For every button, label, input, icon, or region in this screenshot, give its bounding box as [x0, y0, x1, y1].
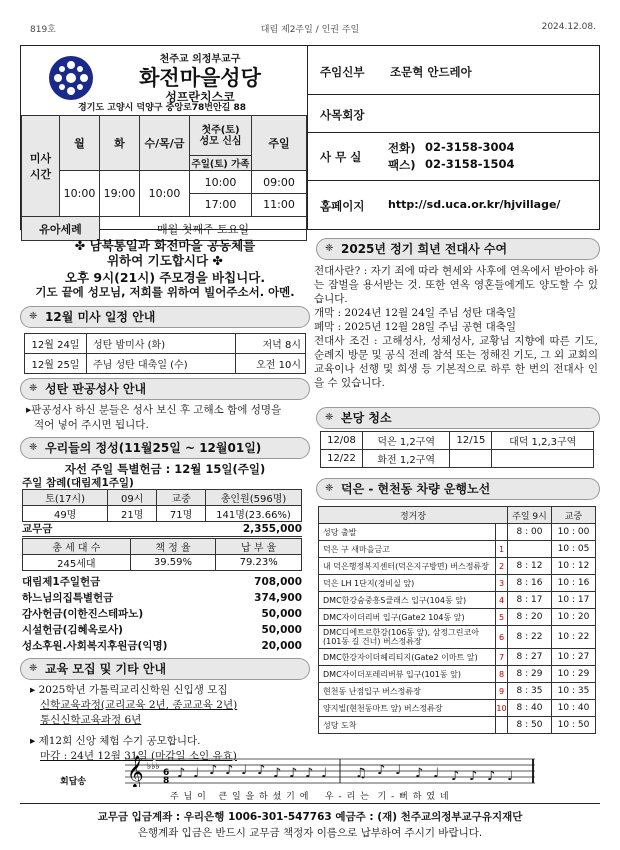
shuttle-time-9: 8 : 27 [508, 649, 552, 666]
shuttle-col-header: 주일 9시 [508, 507, 552, 524]
indulgence-header: ❈ 2025년 정기 희년 전대사 수여 [316, 238, 600, 260]
shuttle-stop: 현천동 난점입구 버스정류장 [319, 683, 496, 700]
shuttle-stop: DMC자이더리버 입구(Gate2 104동 앞) [319, 609, 496, 626]
council-label: 사목회장 [320, 108, 365, 122]
footer-account: 교무금 입금계좌 : 우리은행 1006-301-547763 예금주 : (재) 천주교의정부교구유지재단 [97, 811, 523, 823]
shuttle-stop: 양지빌(현천동마트 앞) 버스정류장 [319, 700, 496, 717]
svg-text:♪: ♪ [451, 769, 460, 784]
parish-address: 경기도 고양시 덕양구 중앙로78번안길 88 [78, 103, 246, 113]
stat-value: 39.59% [130, 555, 216, 571]
footer-note: 은행계좌 입금은 반드시 교무금 책정자 이름으로 납부하여 주시기 바랍니다. [137, 827, 483, 839]
dec-mass-name: 주님 성탄 대축일 (수) [87, 354, 236, 374]
shuttle-row [319, 666, 596, 683]
shuttle-time-main: 10 : 22 [552, 626, 596, 649]
shuttle-stop: 내 덕은행정복지센터(덕은지구방면) 버스정류장 [319, 558, 496, 575]
stat-value: 245세대 [23, 555, 131, 571]
december-mass-header: ❈ 12월 미사 일정 안내 [20, 306, 310, 328]
shuttle-col-header: 정거장 [319, 507, 508, 524]
shuttle-time-main: 10 : 16 [552, 575, 596, 592]
mass-wed-time: 10:00 [140, 171, 190, 217]
shuttle-time-9: 8 : 40 [508, 700, 552, 717]
svg-text:♪: ♪ [469, 769, 478, 784]
shuttle-stop: DMC한강숨중흥S클래스 입구(104동 앞) [319, 592, 496, 609]
shuttle-time-9: 8 : 29 [508, 666, 552, 683]
gyomu-value: 2,355,000 [242, 522, 302, 535]
shuttle-row [319, 700, 596, 717]
dec-mass-time: 오전 10시 [236, 354, 306, 374]
shuttle-row [319, 717, 596, 734]
shuttle-stop-number: 2 [496, 558, 508, 575]
shuttle-time-9: 8 : 20 [508, 609, 552, 626]
shuttle-row [319, 683, 596, 700]
cleaning-table [320, 431, 594, 468]
mass-col-sun: 주일 [252, 116, 307, 171]
svg-text:𝄞: 𝄞 [127, 755, 144, 787]
svg-text:♪: ♪ [415, 766, 424, 781]
shuttle-time-main: 10 : 50 [552, 717, 596, 734]
mass-col-first-sat: 첫주(토) 성모 신심 [190, 116, 252, 156]
infant-baptism-value: 매월 첫째주 토요일 [100, 217, 307, 241]
attendance-table [22, 489, 302, 522]
svg-text:♩: ♩ [321, 766, 328, 781]
dec-mass-date: 12월 24일 [25, 334, 87, 354]
contact-divider-1 [308, 94, 600, 95]
svg-text:♪: ♪ [273, 766, 282, 781]
dec-mass-time: 저녁 8시 [236, 334, 306, 354]
shuttle-stop-number: 4 [496, 592, 508, 609]
star-icon: ❈ [325, 243, 334, 254]
education-header: ❈ 교육 모집 및 기타 안내 [20, 658, 310, 680]
shuttle-row [319, 626, 596, 649]
stat-value: 79.23% [216, 555, 302, 571]
gyomu-stats-table [22, 538, 302, 571]
fax-number: 02-3158-1504 [425, 157, 515, 171]
svg-text:♪: ♪ [257, 763, 266, 778]
top-divider [307, 45, 308, 230]
star-icon: ❈ [29, 442, 38, 453]
shuttle-stop-number: 6 [496, 626, 508, 649]
mass-col-mon: 월 [60, 116, 100, 171]
shuttle-stop-number: 9 [496, 683, 508, 700]
shuttle-time-9: 8 : 50 [508, 717, 552, 734]
att-value: 141명(23.66%) [206, 506, 302, 522]
stat-header: 책 정 율 [130, 539, 216, 555]
svg-text:♩: ♩ [433, 766, 440, 781]
shuttle-row [319, 592, 596, 609]
shuttle-stop: DMC자이더포레리버뷰 입구(101동 앞) [319, 666, 496, 683]
mass-row-label: 미사 시간 [22, 116, 60, 217]
issue-number: 819호 [30, 25, 56, 35]
offering-item: 대림제1주일헌금 708,000 [22, 575, 302, 588]
svg-text:6: 6 [163, 768, 170, 778]
svg-text:♩: ♩ [241, 763, 248, 778]
star-icon: ❈ [29, 383, 38, 394]
att-value: 49명 [23, 506, 108, 522]
shuttle-row [319, 541, 596, 558]
svg-text:♩: ♩ [507, 769, 514, 784]
liturgical-day: 대림 제2주일 / 인권 주일 [260, 25, 360, 35]
office-label: 사 무 실 [320, 150, 362, 164]
december-mass-table [24, 333, 306, 374]
gyomu-row [22, 521, 302, 537]
shuttle-time-9 [508, 541, 552, 558]
prayer-line-2: 위하여 기도합시다 ✤ [107, 253, 223, 268]
shuttle-stop: 덕은 LH 1단지(경비실 앞) [319, 575, 496, 592]
shuttle-stop: 성당 출발 [319, 524, 496, 541]
star-icon: ❈ [29, 663, 38, 674]
svg-text:♪: ♪ [177, 766, 186, 781]
cleaning-header: ❈ 본당 청소 [316, 407, 600, 429]
shuttle-stop-number: 10 [496, 700, 508, 717]
shuttle-time-9: 8 : 22 [508, 626, 552, 649]
shuttle-stop: 덕은 구 새마을금고 [319, 541, 496, 558]
shuttle-row [319, 558, 596, 575]
shuttle-col-header: 교중 [552, 507, 596, 524]
svg-text:♪: ♪ [289, 766, 298, 781]
cleaning-cell: 12/08 [321, 432, 363, 450]
mass-mon-time: 10:00 [60, 171, 100, 217]
offering-item: 시설헌금(김혜옥로사) 50,000 [22, 623, 302, 636]
mass-sat2-time: 17:00 [204, 198, 237, 211]
special-offering-notice: 자선 주일 특별헌금 : 12월 15일(주일) [64, 462, 266, 476]
shuttle-time-9: 8 : 16 [508, 575, 552, 592]
svg-text:♭♭♭: ♭♭♭ [147, 762, 160, 772]
shuttle-table [318, 506, 596, 734]
dec-mass-name: 성탄 밤미사 (화) [87, 334, 236, 354]
shuttle-row [319, 609, 596, 626]
svg-text:♩: ♩ [193, 766, 200, 781]
issue-date: 2024.12.08. [541, 22, 596, 32]
contact-divider-2 [308, 132, 600, 133]
attendance-label: 주일 참례(대림제1주일) [22, 477, 134, 489]
stat-header: 총 세 대 수 [23, 539, 131, 555]
infant-baptism-label: 유아세례 [22, 217, 100, 241]
mass-sat1-time: 10:00 [190, 171, 251, 194]
response-song-label: 회답송 [60, 777, 87, 787]
shuttle-time-main: 10 : 00 [552, 524, 596, 541]
mass-tue-time: 19:00 [100, 171, 140, 217]
svg-text:♪: ♪ [225, 763, 234, 778]
shuttle-stop-number [496, 524, 508, 541]
mass-col-tue: 화 [100, 116, 140, 171]
shuttle-row [319, 524, 596, 541]
offering-item: 감사헌금(이한진스테파노) 50,000 [22, 607, 302, 620]
shuttle-time-main: 10 : 05 [552, 541, 596, 558]
svg-text:♩: ♩ [395, 763, 402, 778]
att-value: 71명 [157, 506, 206, 522]
star-icon: ❈ [325, 483, 334, 494]
prayer-line-3: 오후 9시(21시) 주모경을 바칩니다. [64, 270, 266, 285]
diocese-name: 천주교 의정부교구 [159, 54, 241, 65]
cleaning-cell [492, 450, 594, 468]
shuttle-time-main: 10 : 40 [552, 700, 596, 717]
gyomu-label: 교무금 [22, 523, 53, 535]
shuttle-time-9: 8 : 35 [508, 683, 552, 700]
shuttle-row [319, 649, 596, 666]
svg-text:♪: ♪ [377, 763, 386, 778]
contact-divider-3 [308, 180, 600, 181]
parish-name: 화전마을성당 [139, 66, 261, 90]
shuttle-time-main: 10 : 12 [552, 558, 596, 575]
homepage-label: 홈페이지 [320, 199, 365, 213]
confession-text: ▸판공성사 하신 분들은 성사 보신 후 고해소 함에 성명을 적어 넣어 주시면 됩니다. [26, 404, 282, 431]
shuttle-row [319, 575, 596, 592]
footer-divider [20, 803, 600, 804]
shuttle-time-9: 8 : 12 [508, 558, 552, 575]
mass-col-sat: 주일(토) 가족 [190, 156, 252, 171]
dec-mass-date: 12월 25일 [25, 354, 87, 374]
cleaning-cell: 덕은 1,2구역 [363, 432, 450, 450]
att-header: 토(17시) [23, 490, 108, 506]
shuttle-time-9: 8 : 00 [508, 524, 552, 541]
att-header: 교중 [157, 490, 206, 506]
cleaning-cell [450, 450, 492, 468]
shuttle-time-main: 10 : 35 [552, 683, 596, 700]
mass-col-wed: 수/목/금 [140, 116, 190, 171]
svg-text:8: 8 [163, 776, 170, 786]
music-score-icon [125, 753, 535, 787]
mass-sun1-time: 09:00 [252, 171, 306, 194]
cleaning-cell: 화전 1,2구역 [363, 450, 450, 468]
shuttle-stop-number: 5 [496, 609, 508, 626]
shuttle-stop-number [496, 717, 508, 734]
confession-header: ❈ 성탄 판공성사 안내 [20, 378, 310, 400]
att-header: 09시 [108, 490, 157, 506]
indulgence-body: 전대사란? : 자기 죄에 따라 현세와 사후에 연옥에서 받아야 하는 잠벌을 용서받는 것. 또한 연옥 영혼들에게도 양도할 수 있습니다. 개막 : 2024년 12월 24일 주님 성탄 대축일 폐막 : 2025년 12월 28일 주님 공현 대축일 전대사 조건 : 고해성사, 성체성사, 교황님 지향에 따른 기도, 순례지 방문 및 공식 전례 참석 또는 정해진 기도, 그 외 교회의 교육이나 선행 및 희생 등 기본적으로 하루 한 번의 전대사 인을 수 있습니다. [314, 265, 598, 389]
shuttle-stop-number: 7 [496, 649, 508, 666]
att-header: 총인원(596명) [206, 490, 302, 506]
stat-header: 납 부 율 [216, 539, 302, 555]
prayer-line-1: ✤ 남북통일과 화전마을 공동체를 [74, 238, 256, 253]
priest-name: 조문혁 안드레아 [390, 65, 472, 79]
shuttle-stop-number: 1 [496, 541, 508, 558]
priest-label: 주임신부 [320, 65, 365, 79]
star-icon: ❈ [325, 412, 334, 423]
offering-header: ❈ 우리들의 정성(11월25일 ~ 12월01일) [20, 437, 310, 459]
shuttle-stop: DMC디에트르한강(106동 앞), 삼정그린코아(101동 길 건너) 버스정류장 [319, 626, 496, 649]
star-icon: ❈ [29, 311, 38, 322]
shuttle-time-main: 10 : 17 [552, 592, 596, 609]
cleaning-cell: 12/15 [450, 432, 492, 450]
cleaning-cell: 12/22 [321, 450, 363, 468]
prayer-line-4: 기도 끝에 성모님, 저희를 위하여 빌어주소서. 아멘. [35, 285, 295, 299]
mass-sun2-time: 11:00 [263, 198, 295, 211]
offering-item: 하느님의집특별헌금 374,900 [22, 591, 302, 604]
shuttle-time-main: 10 : 20 [552, 609, 596, 626]
shuttle-stop-number: 8 [496, 666, 508, 683]
shuttle-time-main: 10 : 29 [552, 666, 596, 683]
svg-text:♫: ♫ [355, 766, 367, 781]
svg-text:♪: ♪ [487, 769, 496, 784]
homepage-link[interactable]: http://sd.uca.or.kr/hjvillage/ [388, 198, 561, 211]
shuttle-stop: 성당 도착 [319, 717, 496, 734]
cleaning-cell: 대덕 1,2,3구역 [492, 432, 594, 450]
parish-logo-icon [48, 55, 94, 101]
patron-saint: 성프란치스코 [165, 90, 235, 104]
fax-label: 팩스) [388, 158, 416, 172]
education-item: ▸ 2025학년 가톨릭교리신학원 신입생 모집 신학교육과정(교리교육 2년, 종교교육 2년) 통신신학교육과정 6년 ▸ 제12회 신앙 체험 수기 공모합니다. 마감 : 24년 12월 31일 (마감일 소인 유효) [30, 684, 238, 762]
tel-number[interactable]: 02-3158-3004 [425, 140, 515, 154]
mass-time-table [21, 115, 307, 241]
shuttle-stop-number: 3 [496, 575, 508, 592]
svg-text:♪: ♪ [209, 763, 218, 778]
offering-item: 성소후원.사회복지후원금(익명) 20,000 [22, 639, 302, 652]
att-value: 21명 [108, 506, 157, 522]
response-song-lyrics: 주 님 이 큰 일 을 하 셨 기 에 우 - 리 는 기 - 뻐 하 였 네 [170, 792, 450, 802]
shuttle-time-9: 8 : 17 [508, 592, 552, 609]
tel-label: 전화) [388, 141, 416, 155]
shuttle-stop: DMC한강자이더헤리티지(Gate2 이마트 앞) [319, 649, 496, 666]
shuttle-header: ❈ 덕은 - 현천동 차량 운행노선 [316, 478, 600, 500]
shuttle-time-main: 10 : 27 [552, 649, 596, 666]
svg-text:♪: ♪ [305, 766, 314, 781]
